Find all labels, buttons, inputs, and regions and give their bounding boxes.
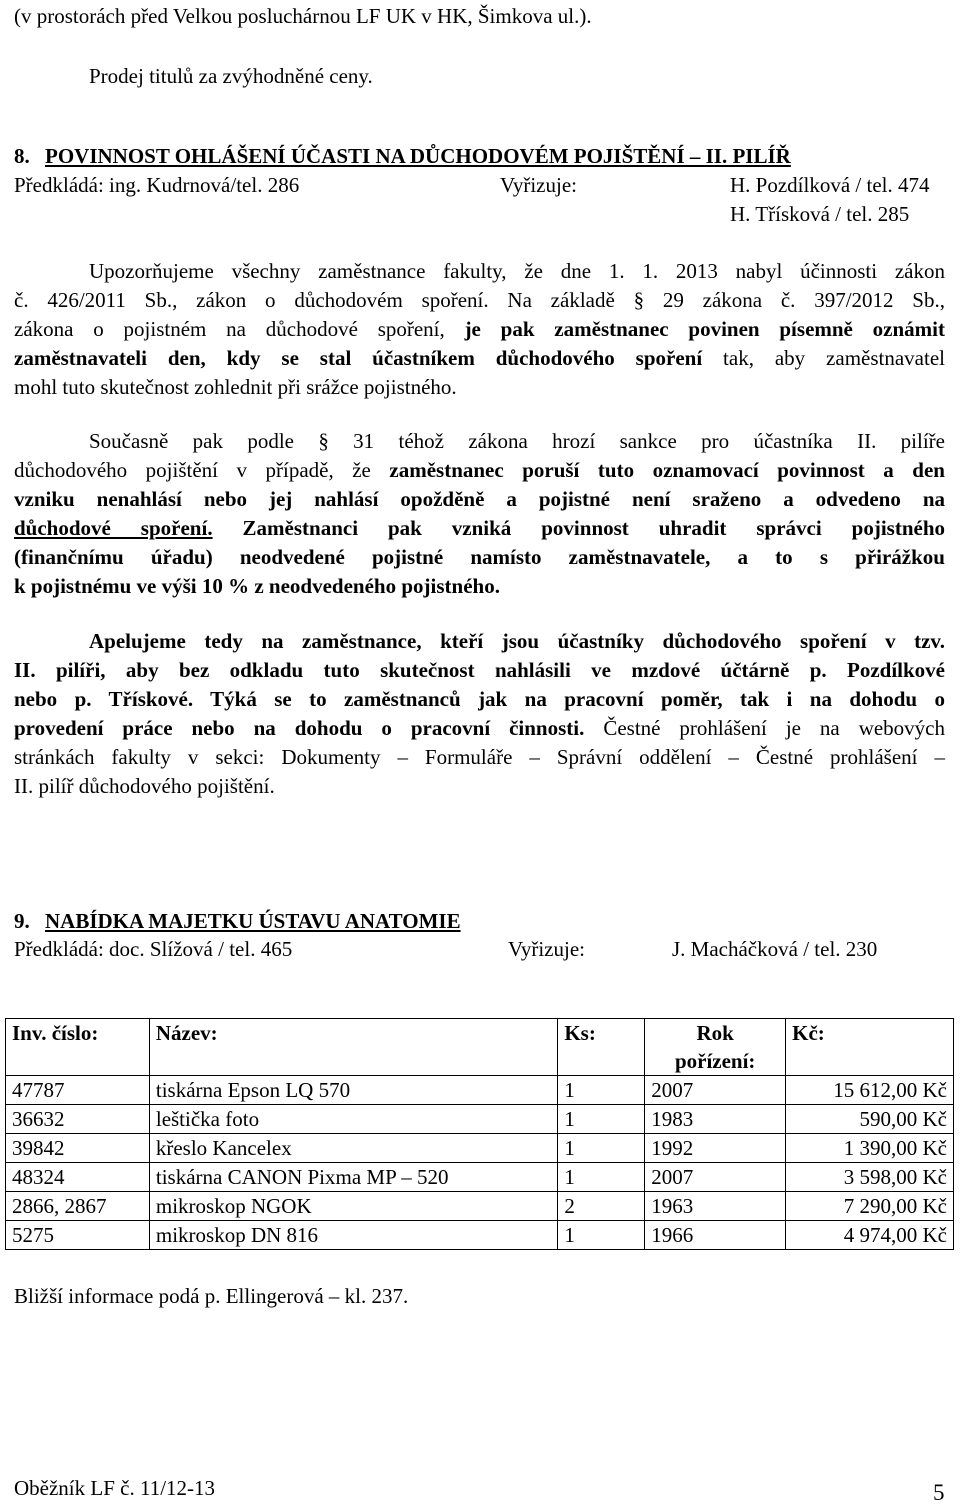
header-name: Název: (149, 1019, 557, 1076)
table-row (6, 1134, 954, 1163)
p2-line-2-bold: zaměstnanec poruší tuto oznamovací povinnost a den (389, 458, 945, 482)
cell-inv: 39842 (6, 1134, 150, 1163)
section-8-handler-label: Vyřizuje: (500, 173, 577, 197)
cell-year: 1966 (645, 1221, 786, 1250)
cell-inv: 2866, 2867 (6, 1192, 150, 1221)
p3-line-3: nebo p. Třískové. Týká se to zaměstnanců jak na pracovní poměr, tak i na dohodu o (14, 687, 945, 711)
table-row (6, 1221, 954, 1250)
cell-count: 1 (558, 1163, 645, 1192)
p2-line-3: vzniku nenahlásí nebo jej nahlásí opožděně a pojistné není sraženo a odvedeno na (14, 487, 945, 511)
cell-price: 15 612,00 Kč (786, 1076, 954, 1105)
section-9-title: NABÍDKA MAJETKU ÚSTAVU ANATOMIE (45, 909, 461, 933)
p1-line-3-text: zákona o pojistném na důchodové spoření, (14, 317, 465, 341)
p2-line-5: (finančnímu úřadu) neodvedené pojistné namísto zaměstnavatele, a to s přirážkou (14, 545, 945, 569)
p2-line-2 (14, 457, 945, 483)
section-8-heading (14, 143, 791, 169)
cell-year: 1983 (645, 1105, 786, 1134)
cell-count: 2 (558, 1192, 645, 1221)
cell-name: leštička foto (149, 1105, 557, 1134)
p1-line-4-text: tak, aby zaměstnavatel (702, 346, 945, 370)
footer-bulletin-id: Oběžník LF č. 11/12-13 (14, 1476, 216, 1500)
p2-line-4 (14, 515, 945, 541)
table-row (6, 1192, 954, 1221)
section-9-heading (14, 908, 461, 934)
footer-page-number: 5 (933, 1480, 945, 1505)
p2-line-1: Současně pak podle § 31 téhož zákona hrozí sankce pro účastníka II. pilíře (89, 429, 945, 453)
section-9-handler: J. Macháčková / tel. 230 (672, 937, 878, 961)
header-inv-number: Inv. číslo: (6, 1019, 150, 1076)
intro-location-line: (v prostorách před Velkou posluchárnou LF UK v HK, Šimkova ul.). (14, 4, 592, 28)
p3-line-4-text: Čestné prohlášení je na webových (584, 716, 945, 740)
cell-inv: 48324 (6, 1163, 150, 1192)
cell-price: 3 598,00 Kč (786, 1163, 954, 1192)
cell-year: 2007 (645, 1163, 786, 1192)
intro-sale-line: Prodej titulů za zvýhodněné ceny. (89, 64, 373, 88)
p3-line-6: II. pilíř důchodového pojištění. (14, 774, 275, 798)
p1-line-4-bold: zaměstnavateli den, kdy se stal účastníkem důchodového spoření (14, 346, 703, 370)
p2-line-2-text: důchodového pojištění v případě, že (14, 458, 390, 482)
cell-count: 1 (558, 1076, 645, 1105)
p3-line-4 (14, 715, 945, 741)
cell-year: 1992 (645, 1134, 786, 1163)
p3-line-5: stránkách fakulty v sekci: Dokumenty – Formuláře – Správní oddělení – Čestné prohlášení – (14, 745, 945, 769)
cell-inv: 5275 (6, 1221, 150, 1250)
section-9-handler-label: Vyřizuje: (508, 937, 585, 961)
section-9-presenter: Předkládá: doc. Slížová / tel. 465 (14, 937, 293, 961)
header-year-text: Rok pořízení: (674, 1021, 756, 1073)
p1-line-3-bold: je pak zaměstnanec povinen písemně oznámit (464, 317, 945, 341)
cell-year: 2007 (645, 1076, 786, 1105)
cell-name: tiskárna CANON Pixma MP – 520 (149, 1163, 557, 1192)
section-8-handler-2: H. Třísková / tel. 285 (730, 202, 910, 226)
cell-name: mikroskop DN 816 (149, 1221, 557, 1250)
cell-price: 7 290,00 Kč (786, 1192, 954, 1221)
table-row (6, 1105, 954, 1134)
cell-count: 1 (558, 1221, 645, 1250)
section-9-number: 9. (14, 909, 30, 933)
cell-name: křeslo Kancelex (149, 1134, 557, 1163)
section-8-presenter: Předkládá: ing. Kudrnová/tel. 286 (14, 173, 300, 197)
cell-inv: 36632 (6, 1105, 150, 1134)
cell-inv: 47787 (6, 1076, 150, 1105)
table-header-row (6, 1019, 954, 1076)
p1-line-2: č. 426/2011 Sb., zákon o důchodovém spoření. Na základě § 29 zákona č. 397/2012 Sb., (14, 288, 945, 312)
p1-line-1: Upozorňujeme všechny zaměstnance fakulty, že dne 1. 1. 2013 nabyl účinnosti zákon (89, 259, 945, 283)
cell-price: 4 974,00 Kč (786, 1221, 954, 1250)
cell-count: 1 (558, 1134, 645, 1163)
cell-price: 590,00 Kč (786, 1105, 954, 1134)
p2-line-4-underlined: důchodové spoření. (14, 516, 213, 540)
section-8-handler-1: H. Pozdílková / tel. 474 (730, 173, 930, 197)
cell-year: 1963 (645, 1192, 786, 1221)
p1-line-4 (14, 345, 945, 371)
header-year (645, 1019, 786, 1076)
p2-line-6: k pojistnému ve výši 10 % z neodvedeného pojistného. (14, 574, 500, 598)
asset-table (5, 1018, 954, 1250)
cell-name: tiskárna Epson LQ 570 (149, 1076, 557, 1105)
table-row (6, 1076, 954, 1105)
p3-line-4-bold: provedení práce nebo na dohodu o pracovní činnosti. (14, 716, 585, 740)
p1-line-5: mohl tuto skutečnost zohlednit při srážce pojistného. (14, 375, 457, 399)
header-price: Kč: (786, 1019, 954, 1076)
p3-line-1: Apelujeme tedy na zaměstnance, kteří jsou účastníky důchodového spoření v tzv. (89, 629, 945, 653)
p2-line-4-bold: Zaměstnanci pak vzniká povinnost uhradit správci pojistného (212, 516, 945, 540)
table-row (6, 1163, 954, 1192)
cell-count: 1 (558, 1105, 645, 1134)
section-9-info: Bližší informace podá p. Ellingerová – kl. 237. (14, 1284, 409, 1308)
section-8-title: POVINNOST OHLÁŠENÍ ÚČASTI NA DŮCHODOVÉM POJIŠTĚNÍ – II. PILÍŘ (45, 144, 791, 168)
cell-price: 1 390,00 Kč (786, 1134, 954, 1163)
cell-name: mikroskop NGOK (149, 1192, 557, 1221)
section-8-number: 8. (14, 144, 30, 168)
header-count: Ks: (558, 1019, 645, 1076)
p1-line-3 (14, 316, 945, 342)
p3-line-2: II. pilíři, aby bez odkladu tuto skutečnost nahlásili ve mzdové účtárně p. Pozdílkové (14, 658, 945, 682)
